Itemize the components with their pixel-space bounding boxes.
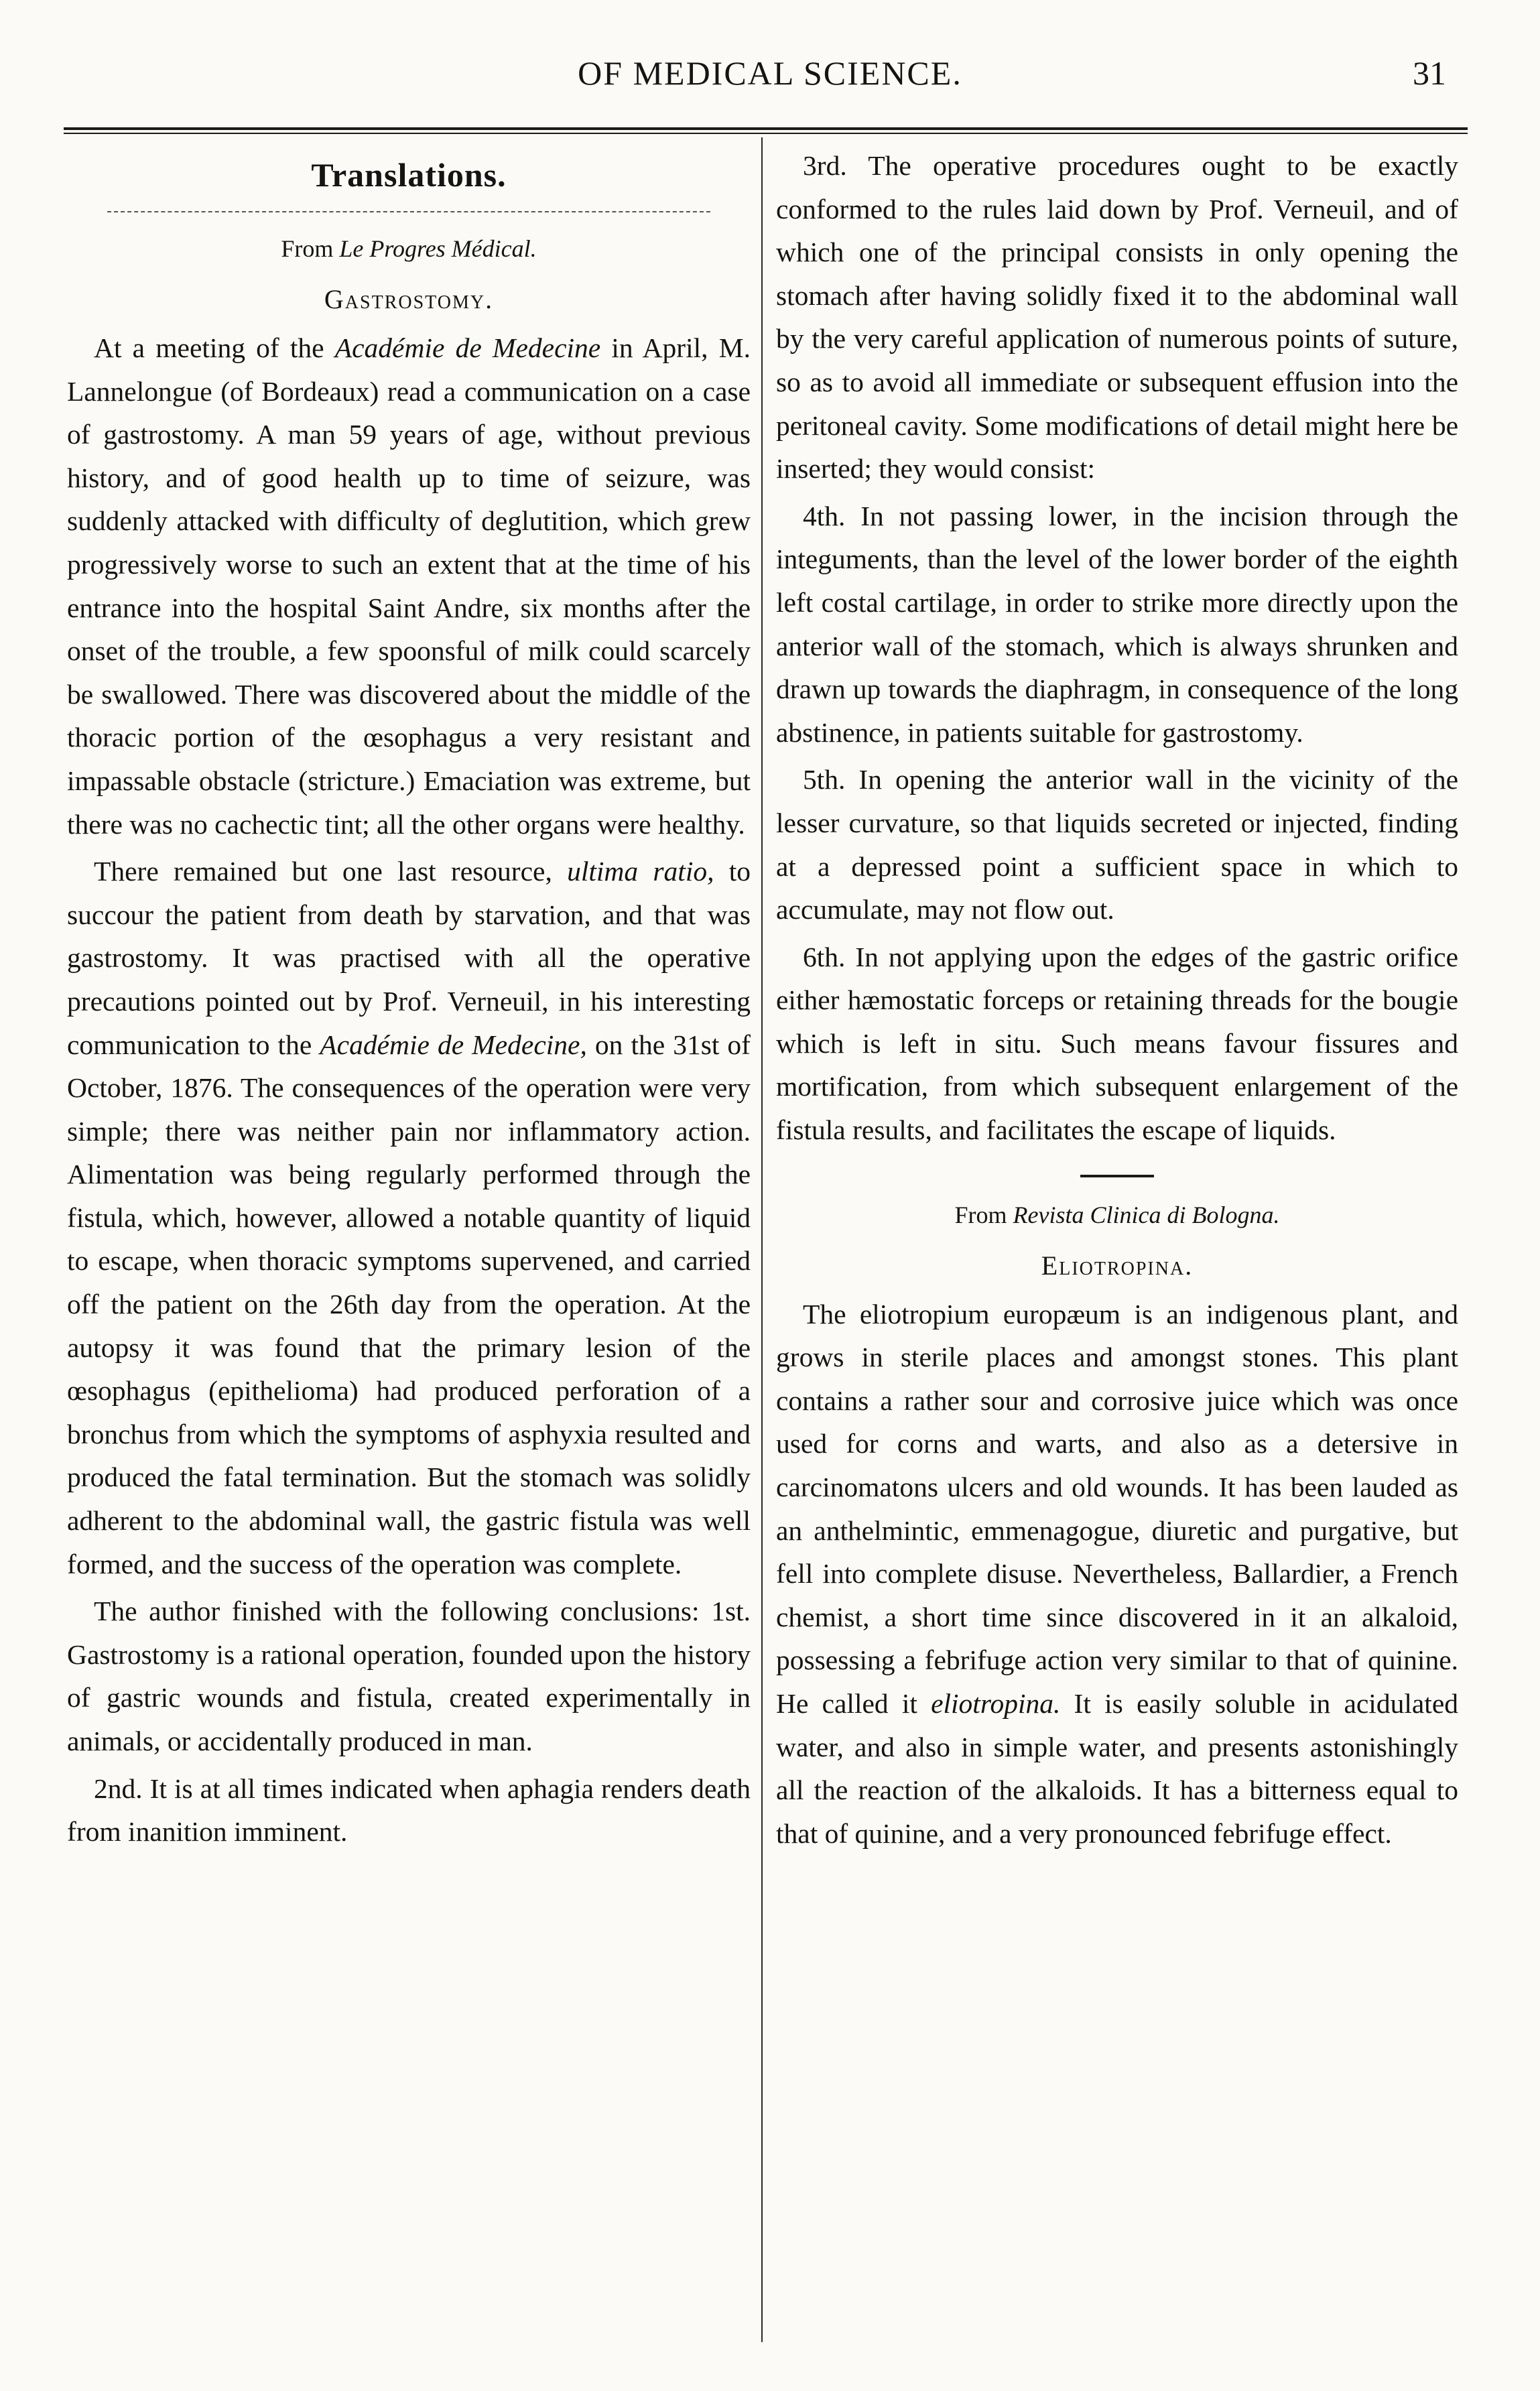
- article-separator-rule: [1080, 1175, 1154, 1177]
- article1-title: Gastrostomy.: [324, 284, 494, 314]
- article1-paragraph-1: At a meeting of the Académie de Medecine in April, M. Lannelongue (of Bordeaux) read a communication on a case of gastrostomy. A man 59 years of age, without previous history, and of good health up to time of seizure, was suddenly attacked with difficulty of deglutition, which grew progressively worse to such an extent that at the time of his entrance into the hospital Saint Andre, six months after the onset of the trouble, a few spoonsful of milk could scarcely be swallowed. There was discovered about the middle of the thoracic portion of the œsophagus a very resistant and impassable obstacle (stricture.) Emaciation was extreme, but there was no cachectic tint; all the other organs were healthy.: [67, 332, 751, 840]
- page-number: 31: [1413, 54, 1446, 92]
- right-column: [776, 144, 1458, 1855]
- article2-source-title: Revista Clinica di Bologna.: [1013, 1201, 1280, 1228]
- article1-paragraph-8: 6th. In not applying upon the edges of the gastric orifice either hæmostatic forceps or retaining threads for the bougie which is left in situ. Such means favour fissures and mortification, from which subsequent enlargement of the fistula results, and facilitates the escape of liquids.: [776, 941, 1458, 1146]
- article1-paragraph-6: 4th. In not passing lower, in the incision through the integuments, than the level of the lower border of the eighth left costal cartilage, in order to strike more directly upon the anterior wall of the stomach, which is always shrunken and drawn up towards the diaphragm, in consequence of the long abstinence, in patients suitable for gastrostomy.: [776, 500, 1458, 748]
- left-column: [67, 144, 751, 1854]
- article2-source-prefix: From: [954, 1201, 1013, 1228]
- article1-paragraph-7: 5th. In opening the anterior wall in the vicinity of the lesser curvature, so that liquids secreted or injected, finding at a depressed point a sufficient space in which to accumulate, may not flow out.: [776, 764, 1458, 925]
- column-divider: [761, 137, 763, 2342]
- section-heading-rule: [107, 211, 710, 212]
- article1-source-title: Le Progres Médical.: [339, 235, 537, 262]
- article1-source: [67, 227, 751, 270]
- running-title: OF MEDICAL SCIENCE.: [578, 54, 962, 92]
- header-double-rule: [64, 127, 1468, 134]
- article1-paragraph-4: 2nd. It is at all times indicated when aphagia renders death from inanition imminent.: [67, 1772, 751, 1848]
- article1-paragraph-2: There remained but one last resource, ultima ratio, to succour the patient from death by starvation, and that was gastrostomy. It was practised with all the operative precautions pointed out by Prof. Verneuil, in his interesting communication to the Académie de Medecine, on the 31st of October, 1876. The consequences of the operation were very simple; there was neither pain nor inflammatory action. Alimentation was being regularly performed through the fistula, which, however, allowed a notable quantity of liquid to escape, when thoracic symptoms supervened, and carried off the patient on the 26th day from the operation. At the autopsy it was found that the primary lesion of the œsophagus (epithelioma) had produced perforation of a bronchus from which the symptoms of asphyxia resulted and produced the fatal termination. But the stomach was solidly adherent to the abdominal wall, the gastric fistula was well formed, and the success of the operation was complete.: [67, 856, 751, 1579]
- article2-source: [776, 1193, 1458, 1236]
- article2-title: Eliotropina.: [1041, 1250, 1194, 1281]
- article1-paragraph-3: The author finished with the following conclusions: 1st. Gastrostomy is a rational operation, founded upon the history of gastric wounds and fistula, created experimentally in animals, or accidentally produced in man.: [67, 1596, 751, 1756]
- running-head: [0, 47, 1540, 107]
- article1-paragraph-5: 3rd. The operative procedures ought to be exactly conformed to the rules laid down by Prof. Verneuil, and of which one of the principal consists in only opening the stomach after having solidly fixed it to the abdominal wall by the very careful application of numerous points of suture, so as to avoid all immediate or subsequent effusion into the peritoneal cavity. Some modifications of detail might here be inserted; they would consist:: [776, 150, 1458, 484]
- section-heading: Translations.: [311, 156, 507, 194]
- article1-source-prefix: From: [281, 235, 340, 262]
- article2-paragraph-1: The eliotropium europæum is an indigenous plant, and grows in sterile places and amongst stones. This plant contains a rather sour and corrosive juice which was once used for corns and warts, and also as a detersive in carcinomatons ulcers and old wounds. It has been lauded as an anthelmintic, emmenagogue, diuretic and purgative, but fell into complete disuse. Nevertheless, Ballardier, a French chemist, a short time since discovered in it an alkaloid, possessing a febrifuge action very similar to that of quinine. He called it eliotropina. It is easily soluble in acidulated water, and also in simple water, and presents astonishingly all the reaction of the alkaloids. It has a bitterness equal to that of quinine, and a very pronounced febrifuge effect.: [776, 1298, 1458, 1849]
